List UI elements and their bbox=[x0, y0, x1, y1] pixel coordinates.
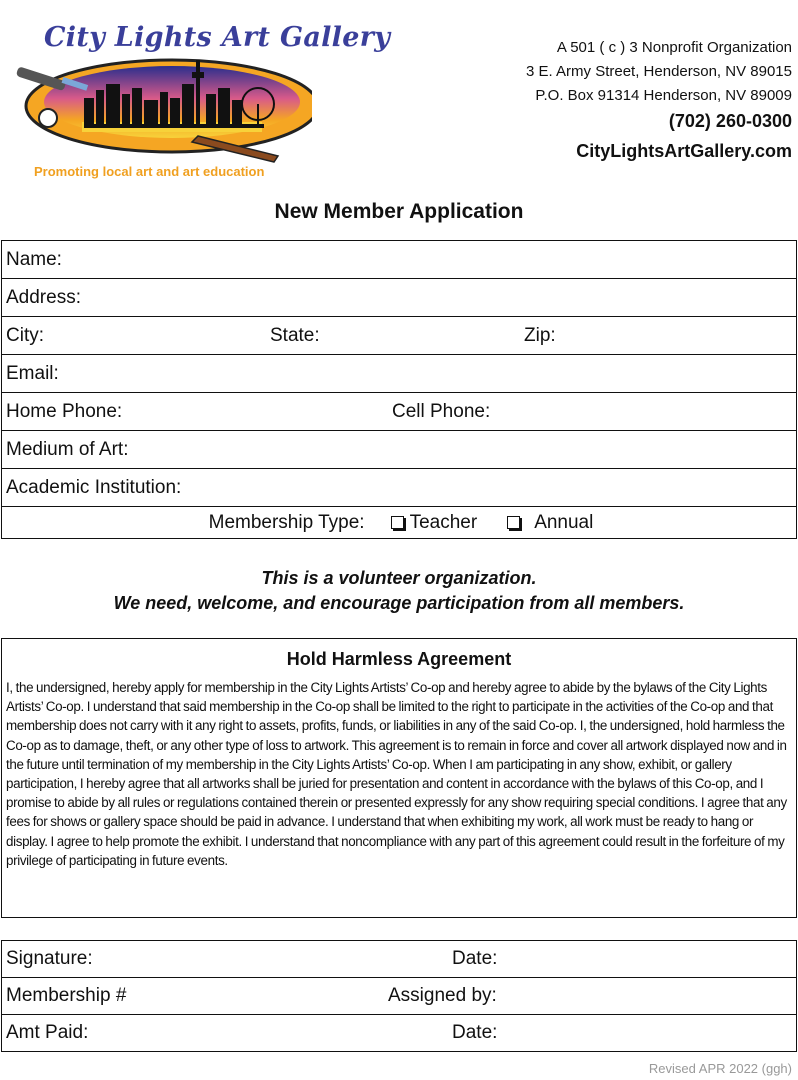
agreement-title: Hold Harmless Agreement bbox=[286, 649, 512, 669]
assigned-by-field[interactable] bbox=[388, 985, 497, 1007]
city-state-zip-row bbox=[2, 317, 797, 355]
amt-paid-label: Amt Paid: bbox=[6, 1022, 89, 1043]
teacher-checkbox[interactable] bbox=[391, 512, 478, 534]
zip-field[interactable] bbox=[524, 325, 556, 347]
payment-row bbox=[2, 1015, 797, 1052]
address-label: Address: bbox=[6, 286, 81, 308]
org-street-address: 3 E. Army Street, Henderson, NV 89015 bbox=[526, 63, 792, 80]
state-label: State: bbox=[270, 324, 320, 346]
zip-label: Zip: bbox=[524, 324, 556, 346]
checkbox-icon bbox=[391, 516, 404, 529]
signature-row bbox=[2, 941, 797, 978]
medium-field[interactable] bbox=[2, 431, 797, 469]
name-field[interactable] bbox=[2, 241, 797, 279]
teacher-label: Teacher bbox=[409, 511, 478, 533]
assigned-by-label: Assigned by: bbox=[388, 985, 497, 1006]
membership-number-field[interactable] bbox=[6, 985, 388, 1007]
revision-note: Revised APR 2022 (ggh) bbox=[648, 1061, 792, 1076]
membership-row bbox=[2, 978, 797, 1015]
academic-field[interactable] bbox=[2, 469, 797, 507]
payment-date-label: Date: bbox=[452, 1022, 498, 1043]
org-website[interactable]: CityLightsArtGallery.com bbox=[576, 141, 792, 161]
agreement-text: I, the undersigned, hereby apply for membership in the City Lights Artists’ Co-op and hereby agree to abide by the bylaws of the City Lights Artists’ Co-op. I understand that said membership in the Co-op shall be limited to the right to participate in the activities of the Co-op and that membership does not carry with it any right to assets, profits, funds, or liabilities in any of the said Co-op. I, the undersigned, hold harmless the Co-op as to damage, theft, or any other type of loss to artwork. This agreement is to remain in force and cover all artwork displayed now and in the future until termination of my membership in the City Lights Artists’ Co-op. When I am participating in any show, exhibit, or gallery participation, I hereby agree that all artworks shall be juried for presentation and content in accordance with the bylaws of this Co-op, and I promise to abide by all rules or regulations contained therein or presented expressly for any show requiring special conditions. I agree that any fees for shows or gallery space should be paid in advance. I understand that when exhibiting my work, all work must be ready to hang or display. I agree to help promote the exhibit. I understand that noncompliance with any part of this agreement could result in the forfeiture of my privilege of participating in future events. bbox=[6, 680, 787, 868]
city-field[interactable] bbox=[6, 325, 270, 347]
org-phone: (702) 260-0300 bbox=[668, 111, 792, 131]
phone-row bbox=[2, 393, 797, 431]
signature-field[interactable] bbox=[6, 948, 452, 970]
home-phone-field[interactable] bbox=[6, 401, 392, 423]
email-label: Email: bbox=[6, 362, 59, 384]
address-field[interactable] bbox=[2, 279, 797, 317]
city-label: City: bbox=[6, 324, 44, 346]
checkbox-icon bbox=[507, 516, 520, 529]
gallery-logo bbox=[12, 14, 391, 184]
home-phone-label: Home Phone: bbox=[6, 400, 123, 422]
payment-date-field[interactable] bbox=[452, 1022, 497, 1044]
membership-type-label: Membership Type: bbox=[208, 511, 365, 533]
logo-title: City Lights Art Gallery bbox=[44, 22, 391, 53]
state-field[interactable] bbox=[270, 325, 524, 347]
medium-label: Medium of Art: bbox=[6, 438, 129, 460]
organization-info bbox=[526, 36, 792, 168]
application-form bbox=[1, 240, 797, 539]
logo-tagline: Promoting local art and art education bbox=[34, 164, 265, 179]
annual-checkbox[interactable] bbox=[507, 512, 593, 534]
date-label: Date: bbox=[452, 948, 498, 969]
membership-number-label: Membership # bbox=[6, 985, 127, 1006]
palette-skyline-logo-icon bbox=[12, 54, 312, 166]
page-title: New Member Application bbox=[274, 200, 524, 223]
name-label: Name: bbox=[6, 248, 62, 270]
volunteer-notice bbox=[0, 566, 798, 616]
annual-label: Annual bbox=[534, 511, 594, 533]
notice-line-1: This is a volunteer organization. bbox=[261, 568, 537, 588]
signature-block bbox=[1, 940, 797, 1052]
membership-type-row bbox=[2, 507, 797, 539]
org-po-box: P.O. Box 91314 Henderson, NV 89009 bbox=[535, 87, 792, 104]
date-field[interactable] bbox=[452, 948, 497, 970]
org-status: A 501 ( c ) 3 Nonprofit Organization bbox=[556, 39, 792, 56]
amt-paid-field[interactable] bbox=[6, 1022, 452, 1044]
cell-phone-label: Cell Phone: bbox=[392, 400, 491, 422]
cell-phone-field[interactable] bbox=[392, 401, 490, 423]
notice-line-2: We need, welcome, and encourage participation from all members. bbox=[113, 593, 685, 613]
signature-label: Signature: bbox=[6, 948, 93, 969]
hold-harmless-agreement bbox=[1, 638, 797, 918]
academic-label: Academic Institution: bbox=[6, 476, 182, 498]
email-field[interactable] bbox=[2, 355, 797, 393]
